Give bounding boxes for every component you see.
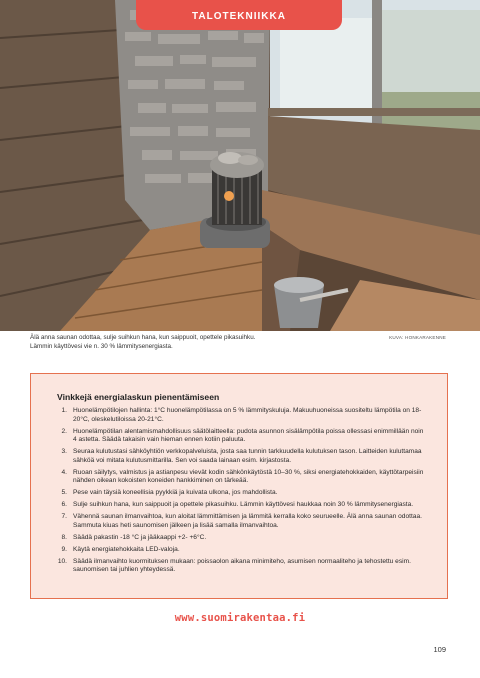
section-tag: TALOTEKNIIKKA bbox=[136, 0, 342, 30]
tip-item bbox=[57, 469, 427, 486]
tip-item bbox=[57, 501, 427, 510]
tip-number: 6. bbox=[61, 501, 67, 509]
tip-number: 3. bbox=[61, 448, 67, 456]
tip-text: Seuraa kulutustasi sähköyhtiön verkkopalveluista, josta saa tunnin tarkkuudella kulutuksen tason. Laitteiden kuluttamaa sähköä voi mitata kulutusmittarilla. Sen voi saada lainaan esim. kirjastosta. bbox=[73, 448, 422, 464]
tip-number: 9. bbox=[61, 545, 67, 553]
tip-text: Huonelämpötilojen hallinta: 1°C huonelämpötilassa on 5 % lämmityskuluja. Makuuhuoneissa suositeltu lämpötila on 18-20°C, oleskelutiloissa 20-21°C. bbox=[73, 407, 422, 423]
tip-item bbox=[57, 428, 427, 445]
tip-number: 7. bbox=[61, 513, 67, 521]
tip-text: Säädä ilmanvaihto kuormituksen mukaan: poissaolon aikana minimiteho, asumisen normaaliteho ja tehostettu esim. saunomisen tai juhlien yhteydessä. bbox=[73, 557, 411, 574]
photo-caption bbox=[30, 334, 360, 351]
tip-item bbox=[57, 513, 427, 530]
tips-box bbox=[30, 373, 448, 599]
caption-line-1: Älä anna saunan odottaa, sulje suihkun hana, kun saippuoit, opettele pikasuihku. bbox=[30, 334, 256, 341]
website-link[interactable]: www.suomirakentaa.fi bbox=[174, 612, 306, 624]
tip-text: Vähennä saunan ilmanvaihtoa, kun aloitat lämmittämisen ja lämmitä kerralla koko seurueelle. Älä anna saunan odottaa. Sammuta kiuas heti saunomisen jälkeen ja lisää samalla ilmanvaihtoa. bbox=[73, 513, 422, 529]
caption-line-2: Lämmin käyttövesi vie n. 30 % lämmitysenergiasta. bbox=[30, 342, 173, 350]
tip-item bbox=[57, 448, 427, 465]
tip-text: Huonelämpötilan alentamismahdollisuus säätölaitteella: pudota asunnon sisälämpötila poissa ollessasi enimmillään noin 4 astetta. Säädä takaisin vain hieman ennen kotiin paluuta. bbox=[73, 427, 424, 444]
tip-number: 8. bbox=[61, 533, 67, 541]
tip-number: 1. bbox=[61, 407, 67, 414]
tip-number: 2. bbox=[61, 427, 67, 435]
tip-number: 5. bbox=[61, 489, 67, 497]
tip-text: Ruoan säilytys, valmistus ja astianpesu vievät kodin sähkönkäytöstä 10–30 %, siksi energiatehokkaiden, käyttötarpeisiin nähden oikean kokoisten koneiden hankkiminen on tärkeää. bbox=[73, 468, 424, 485]
tip-text: Sulje suihkun hana, kun saippuoit ja opettele pikasuihku. Lämmin käyttövesi haukkaa noin 30 % lämmitysenergiasta. bbox=[73, 501, 414, 509]
tips-list bbox=[57, 407, 427, 575]
sauna-photo bbox=[0, 0, 480, 331]
tip-number: 4. bbox=[61, 468, 67, 476]
tip-item bbox=[57, 534, 427, 543]
tip-item bbox=[57, 558, 427, 575]
tip-item bbox=[57, 546, 427, 555]
photo-credit: KUVA: HONKARAKENNE bbox=[389, 335, 446, 340]
tip-item bbox=[57, 489, 427, 498]
tip-number: 10. bbox=[57, 557, 67, 565]
tip-item bbox=[57, 407, 427, 424]
tip-text: Säädä pakastin -18 °C ja jääkaappi +2- +6°C. bbox=[73, 533, 207, 541]
tips-title: Vinkkejä energialaskun pienentämiseen bbox=[57, 392, 220, 402]
tip-text: Pese vain täysiä koneellisia pyykkiä ja kuivata ulkona, jos mahdollista. bbox=[73, 489, 278, 497]
tip-text: Käytä energiatehokkaita LED-valoja. bbox=[73, 545, 180, 553]
page-number: 109 bbox=[433, 645, 446, 654]
